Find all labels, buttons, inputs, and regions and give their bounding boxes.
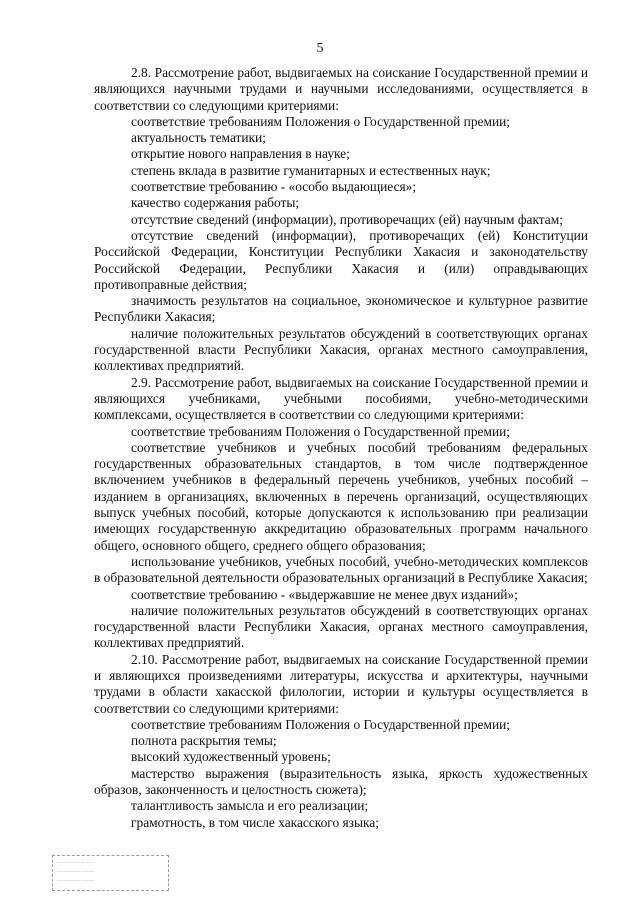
paragraph: полнота раскрытия темы; xyxy=(131,733,277,749)
paragraph: открытие нового направления в науке; xyxy=(131,146,350,162)
paragraph: талантливость замысла и его реализации; xyxy=(131,798,369,814)
paragraph: соответствие требованиям Положения о Государственной премии; xyxy=(131,423,511,439)
paragraph: актуальность тематики; xyxy=(131,130,266,146)
document-body xyxy=(94,65,588,831)
paragraph: 2.9. Рассмотрение работ, выдвигаемых на соискание Государственной премии и являющихся учебниками, учебными пособиями, учебно-методическими комплексами, осуществляется в соответствии со следующими критериями: xyxy=(94,374,588,423)
paragraph: соответствие требованию - «выдержавшие не менее двух изданий»; xyxy=(131,586,518,602)
page-number: 5 xyxy=(316,41,324,56)
paragraph: наличие положительных результатов обсуждений в соответствующих органах государственной власти Республики Хакасия, органах местного самоуправления, коллективах предприятий. xyxy=(94,325,588,374)
paragraph: степень вклада в развитие гуманитарных и естественных наук; xyxy=(131,162,491,178)
paragraph: соответствие учебников и учебных пособий требованиям федеральных государственных образовательных стандартов, в том числе подтвержденное включением учебников в федеральный перечень учебников, учебных пособий – изданием в организациях, включенных в перечень организаций, осуществляющих выпуск учебных пособий, которые допускаются к использованию при реализации имеющих государственную аккредитацию образовательных программ начального общего, основного общего, среднего общего образования; xyxy=(94,439,588,553)
stamp-line: ...................... xyxy=(57,868,94,874)
paragraph: отсутствие сведений (информации), противоречащих (ей) научным фактам; xyxy=(131,211,563,227)
registration-stamp xyxy=(52,855,169,891)
paragraph: соответствие требованиям Положения о Государственной премии; xyxy=(131,716,511,732)
paragraph: 2.10. Рассмотрение работ, выдвигаемых на соискание Государственной премии и являющихся произведениями литературы, искусства и архитектуры, научными трудами в области хакасской филологии, истории и культуры осуществляется в соответствии со следующими критериями: xyxy=(94,651,588,716)
paragraph: соответствие требованиям Положения о Государственной премии; xyxy=(131,113,511,129)
paragraph: грамотность, в том числе хакасского языка; xyxy=(131,814,379,830)
paragraph: мастерство выражения (выразительность языка, яркость художественных образов, законченность и целостность сюжета); xyxy=(94,765,588,798)
stamp-line: ...................... xyxy=(57,877,94,883)
paragraph: качество содержания работы; xyxy=(131,195,300,211)
paragraph: отсутствие сведений (информации), противоречащих (ей) Конституции Российской Федерации, Конституции Республики Хакасия и законодательству Российской Федерации, Республики Хакасия и (или) оправдывающих противоправные действия; xyxy=(94,227,588,292)
paragraph: соответствие требованию - «особо выдающиеся»; xyxy=(131,179,417,195)
paragraph: 2.8. Рассмотрение работ, выдвигаемых на соискание Государственной премии и являющихся научными трудами и научными исследованиями, осуществляется в соответствии со следующими критериями: xyxy=(94,65,588,113)
paragraph: высокий художественный уровень; xyxy=(131,749,331,765)
paragraph: значимость результатов на социальное, экономическое и культурное развитие Республики Хакасия; xyxy=(94,293,588,325)
paragraph: наличие положительных результатов обсуждений в соответствующих органах государственной власти Республики Хакасия, органах местного самоуправления, коллективах предприятий. xyxy=(94,602,588,651)
stamp-line: ...................... xyxy=(57,859,94,865)
paragraph: использование учебников, учебных пособий, учебно-методических комплексов в образовательной деятельности образовательных организаций в Республике Хакасия; xyxy=(94,553,588,586)
